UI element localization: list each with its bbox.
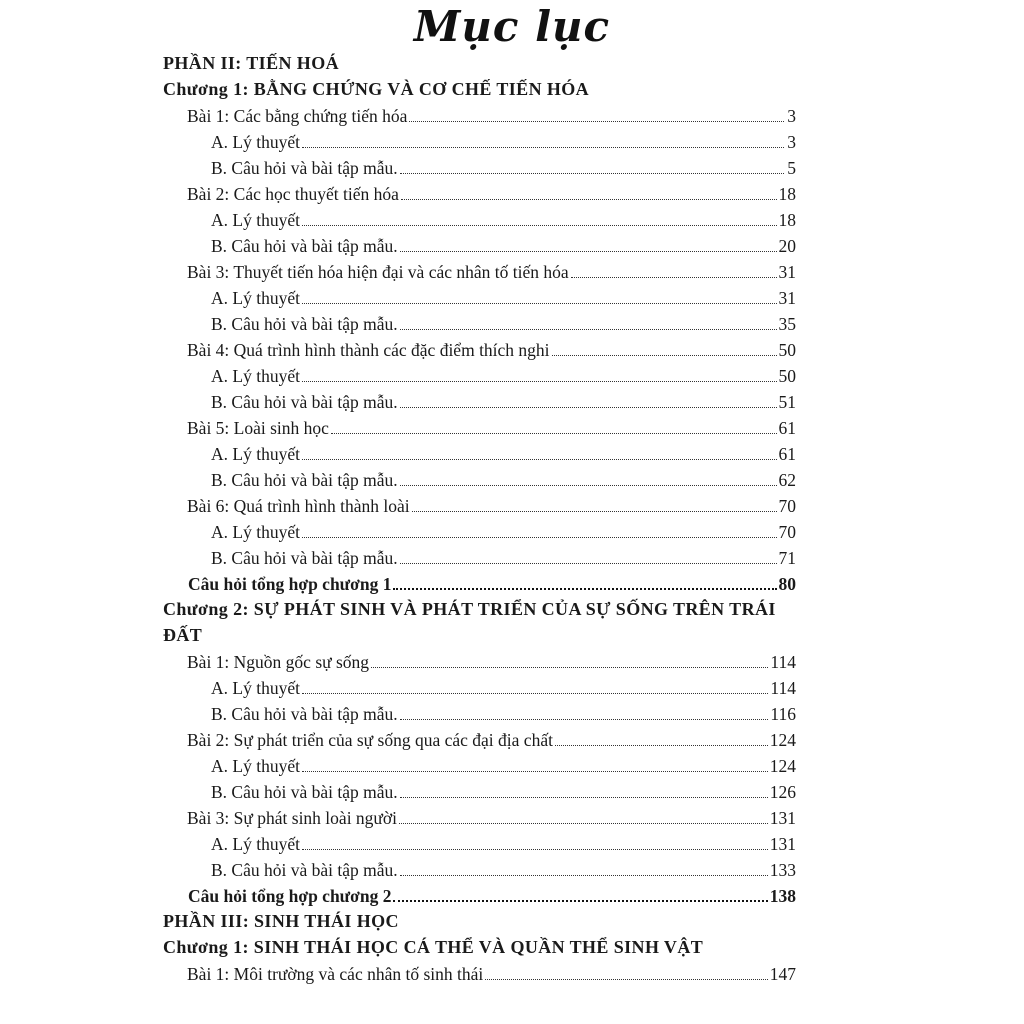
toc-page-number: 70 (778, 522, 796, 542)
dot-leader (571, 277, 777, 278)
toc-subsection-entry (0, 544, 1024, 570)
toc-entry-title: Bài 2: Sự phát triển của sự sống qua các đại địa chất (187, 730, 553, 750)
toc-subsection-entry (0, 778, 1024, 804)
toc-lesson-entry (0, 102, 1024, 128)
toc-subsection-entry (0, 440, 1024, 466)
toc-summary-entry (0, 882, 1024, 908)
toc-lesson-entry (0, 258, 1024, 284)
toc-lesson-entry (0, 180, 1024, 206)
dot-leader (371, 667, 768, 668)
toc-subsection-entry (0, 128, 1024, 154)
toc-page-number: 3 (787, 106, 796, 126)
toc-entry-title: B. Câu hỏi và bài tập mẫu. (211, 860, 398, 880)
toc-lesson-entry (0, 492, 1024, 518)
toc-page-number: 61 (778, 418, 796, 438)
toc-entry-title: Bài 1: Môi trường và các nhân tố sinh thái (187, 964, 484, 984)
toc-entry-title: B. Câu hỏi và bài tập mẫu. (211, 392, 398, 412)
toc-page-number: 50 (778, 340, 796, 360)
dot-leader (400, 563, 777, 564)
toc-chapter-heading (0, 934, 1024, 960)
toc-entry-title: B. Câu hỏi và bài tập mẫu. (211, 470, 398, 490)
toc-entry-title: Bài 3: Sự phát sinh loài người (187, 808, 398, 828)
toc-lesson-entry (0, 414, 1024, 440)
toc-entry-title: A. Lý thuyết (211, 288, 300, 308)
toc-lesson-entry (0, 804, 1024, 830)
toc-lesson-entry (0, 336, 1024, 362)
dot-leader (399, 823, 768, 824)
toc-entry-title: A. Lý thuyết (211, 678, 300, 698)
dot-leader (302, 459, 777, 460)
toc-chapter-heading (0, 596, 1024, 648)
toc-summary-entry (0, 570, 1024, 596)
toc-entry-title: Bài 1: Các bằng chứng tiến hóa (187, 106, 408, 126)
toc-entry-title: Câu hỏi tổng hợp chương 1 (188, 574, 392, 594)
dot-leader (555, 745, 768, 746)
dot-leader (400, 251, 777, 252)
toc-entry-title: B. Câu hỏi và bài tập mẫu. (211, 314, 398, 334)
dot-leader (400, 329, 777, 330)
toc-page-number: 5 (787, 158, 796, 178)
toc-part-heading (0, 50, 1024, 76)
dot-leader (302, 303, 777, 304)
toc-page-number: 18 (778, 210, 796, 230)
toc-entry-title: Bài 4: Quá trình hình thành các đặc điểm thích nghi (187, 340, 550, 360)
toc-entry-title: Bài 6: Quá trình hình thành loài (187, 496, 410, 516)
toc-entry-title: B. Câu hỏi và bài tập mẫu. (211, 704, 398, 724)
toc-entry-title: Chương 2: SỰ PHÁT SINH VÀ PHÁT TRIỂN CỦA SỰ SỐNG TRÊN TRÁI ĐẤT (163, 599, 776, 645)
toc-lesson-entry (0, 960, 1024, 986)
toc-page-number: 62 (778, 470, 796, 490)
toc-page-number: 35 (778, 314, 796, 334)
toc-entry-title: A. Lý thuyết (211, 366, 300, 386)
toc-page-number: 138 (769, 886, 796, 906)
toc-page-number: 31 (778, 288, 796, 308)
toc-page-number: 71 (778, 548, 796, 568)
dot-leader (302, 771, 768, 772)
toc-page-number: 126 (769, 782, 796, 802)
toc-entry-title: A. Lý thuyết (211, 210, 300, 230)
toc-page-number: 80 (778, 574, 796, 594)
toc-page-number: 61 (778, 444, 796, 464)
toc-entry-title: B. Câu hỏi và bài tập mẫu. (211, 158, 398, 178)
dot-leader (400, 485, 777, 486)
toc-page-number: 116 (770, 704, 796, 724)
dot-leader (393, 588, 776, 590)
dot-leader (302, 537, 777, 538)
dot-leader (400, 797, 768, 798)
page-title: Mục lục (413, 2, 611, 51)
toc-subsection-entry (0, 232, 1024, 258)
table-of-contents (0, 50, 1024, 986)
toc-entry-title: Chương 1: SINH THÁI HỌC CÁ THỂ VÀ QUẦN THỂ SINH VẬT (163, 937, 704, 957)
dot-leader (409, 121, 784, 122)
toc-lesson-entry (0, 648, 1024, 674)
toc-page-number: 114 (770, 678, 796, 698)
toc-chapter-heading (0, 76, 1024, 102)
toc-subsection-entry (0, 674, 1024, 700)
toc-entry-title: A. Lý thuyết (211, 756, 300, 776)
toc-entry-title: PHẦN III: SINH THÁI HỌC (163, 911, 399, 931)
toc-subsection-entry (0, 518, 1024, 544)
toc-page-number: 131 (769, 808, 796, 828)
toc-entry-title: A. Lý thuyết (211, 834, 300, 854)
toc-page-number: 124 (769, 730, 796, 750)
toc-entry-title: Câu hỏi tổng hợp chương 2 (188, 886, 392, 906)
toc-subsection-entry (0, 466, 1024, 492)
toc-page-number: 114 (770, 652, 796, 672)
toc-page-number: 147 (769, 964, 796, 984)
toc-entry-title: A. Lý thuyết (211, 132, 300, 152)
toc-lesson-entry (0, 726, 1024, 752)
dot-leader (400, 407, 777, 408)
dot-leader (401, 199, 777, 200)
toc-subsection-entry (0, 388, 1024, 414)
toc-entry-title: B. Câu hỏi và bài tập mẫu. (211, 548, 398, 568)
toc-entry-title: Bài 2: Các học thuyết tiến hóa (187, 184, 399, 204)
toc-page-number: 131 (769, 834, 796, 854)
dot-leader (552, 355, 777, 356)
dot-leader (393, 900, 767, 902)
dot-leader (302, 693, 768, 694)
toc-subsection-entry (0, 284, 1024, 310)
toc-entry-title: B. Câu hỏi và bài tập mẫu. (211, 236, 398, 256)
toc-page-number: 18 (778, 184, 796, 204)
toc-subsection-entry (0, 856, 1024, 882)
toc-subsection-entry (0, 752, 1024, 778)
toc-entry-title: A. Lý thuyết (211, 522, 300, 542)
toc-page-number: 51 (778, 392, 796, 412)
dot-leader (302, 225, 777, 226)
toc-subsection-entry (0, 154, 1024, 180)
toc-subsection-entry (0, 310, 1024, 336)
dot-leader (400, 875, 768, 876)
toc-page-number: 70 (778, 496, 796, 516)
toc-entry-title: Bài 5: Loài sinh học (187, 418, 329, 438)
toc-entry-title: Chương 1: BẰNG CHỨNG VÀ CƠ CHẾ TIẾN HÓA (163, 79, 590, 99)
toc-page-number: 31 (778, 262, 796, 282)
toc-page-number: 50 (778, 366, 796, 386)
toc-subsection-entry (0, 362, 1024, 388)
dot-leader (302, 381, 777, 382)
dot-leader (412, 511, 777, 512)
dot-leader (485, 979, 767, 980)
toc-page-number: 124 (769, 756, 796, 776)
toc-subsection-entry (0, 830, 1024, 856)
toc-page-number: 133 (769, 860, 796, 880)
toc-subsection-entry (0, 700, 1024, 726)
toc-entry-title: A. Lý thuyết (211, 444, 300, 464)
dot-leader (302, 147, 784, 148)
toc-page-number: 20 (778, 236, 796, 256)
toc-entry-title: B. Câu hỏi và bài tập mẫu. (211, 782, 398, 802)
toc-subsection-entry (0, 206, 1024, 232)
dot-leader (400, 173, 784, 174)
toc-entry-title: Bài 3: Thuyết tiến hóa hiện đại và các nhân tố tiến hóa (187, 262, 569, 282)
dot-leader (400, 719, 769, 720)
toc-page-number: 3 (787, 132, 796, 152)
toc-entry-title: Bài 1: Nguồn gốc sự sống (187, 652, 370, 672)
toc-entry-title: PHẦN II: TIẾN HOÁ (163, 53, 339, 73)
dot-leader (331, 433, 777, 434)
toc-part-heading (0, 908, 1024, 934)
dot-leader (302, 849, 768, 850)
